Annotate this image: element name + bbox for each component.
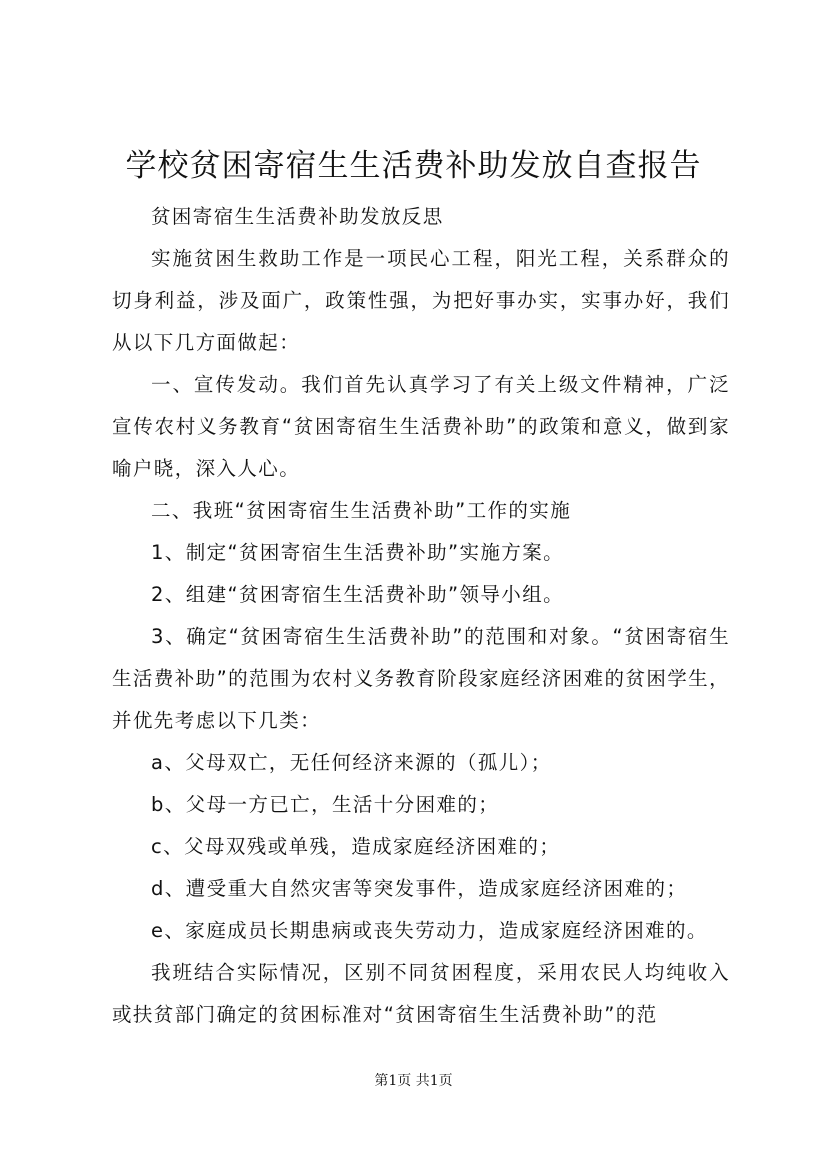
paragraph-item-d: d、遭受重大自然灾害等突发事件，造成家庭经济困难的；: [151, 877, 688, 900]
paragraph-item-e: e、家庭成员长期患病或丧失劳动力，造成家庭经济困难的。: [151, 919, 708, 942]
paragraph-section-2-heading: 二、我班“贫困寄宿生生活费补助”工作的实施: [151, 499, 572, 522]
paragraph-item-1: 1、制定“贫困寄宿生生活费补助”实施方案。: [151, 541, 565, 564]
paragraph-item-3: 3、确定“贫困寄宿生生活费补助”的范围和对象。“贫困寄宿生生活费补助”的范围为农村义务教育阶段家庭经济困难的贫困学生，并优先考虑以下几类：: [112, 625, 730, 732]
paragraph-item-b: b、父母一方已亡，生活十分困难的；: [151, 793, 500, 816]
paragraph-conclusion: 我班结合实际情况，区别不同贫困程度，采用农民人均纯收入或扶贫部门确定的贫困标准对“贫困寄宿生生活费补助”的范: [112, 961, 730, 1026]
page-number-footer: 第1页 共1页: [374, 1073, 453, 1089]
paragraph-item-c: c、父母双残或单残，造成家庭经济困难的；: [151, 835, 561, 858]
paragraph-intro: 实施贫困生救助工作是一项民心工程，阳光工程，关系群众的切身利益，涉及面广，政策性强，为把好事办实，实事办好，我们从以下几方面做起：: [112, 247, 730, 354]
paragraph-item-2: 2、组建“贫困寄宿生生活费补助”领导小组。: [151, 583, 565, 606]
paragraph-section-1: 一、宣传发动。我们首先认真学习了有关上级文件精神，广泛宣传农村义务教育“贫困寄宿生生活费补助”的政策和意义，做到家喻户晓，深入人心。: [112, 373, 730, 480]
paragraph-subtitle: 贫困寄宿生生活费补助发放反思: [151, 205, 444, 228]
paragraph-item-a: a、父母双亡，无任何经济来源的（孤儿）；: [151, 751, 552, 774]
document-title: 学校贫困寄宿生生活费补助发放自查报告: [125, 148, 702, 184]
document-body: [112, 196, 730, 1036]
